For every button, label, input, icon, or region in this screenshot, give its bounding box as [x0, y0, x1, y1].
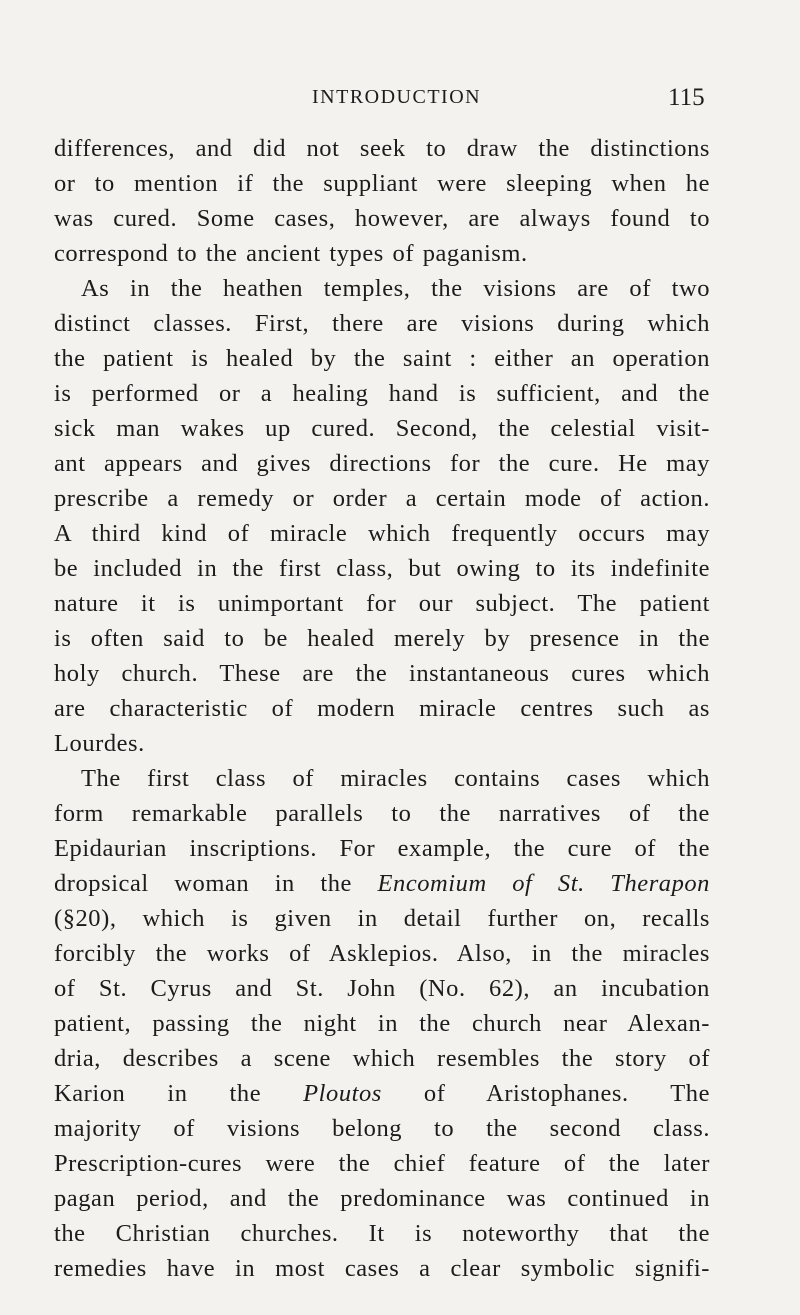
text-line [54, 271, 710, 306]
text-line [54, 306, 710, 341]
text-line [54, 726, 710, 761]
text-segment: prescribe a remedy or order a certain mode of action. [54, 485, 710, 512]
text-line [54, 1041, 710, 1076]
text-line [54, 446, 710, 481]
text-line [54, 1076, 710, 1111]
body-text [54, 131, 710, 1286]
text-line [54, 201, 710, 236]
text-segment: pagan period, and the predominance was continued in [54, 1185, 710, 1212]
text-line [54, 866, 710, 901]
text-segment: of Aristophanes. The [381, 1080, 710, 1107]
text-segment: forcibly the works of Asklepios. Also, in the miracles [54, 940, 710, 967]
text-line [54, 936, 710, 971]
text-line [54, 586, 710, 621]
text-segment: As in the heathen temples, the visions are of two [81, 275, 710, 302]
text-segment: differences, and did not seek to draw the distinctions [54, 135, 710, 162]
text-line [54, 656, 710, 691]
text-line [54, 1006, 710, 1041]
text-line [54, 901, 710, 936]
text-segment: was cured. Some cases, however, are always found to [54, 205, 710, 232]
italic-title: Encomium of St. Therapon [377, 870, 710, 897]
text-segment: (§20), which is given in detail further on, recalls [54, 905, 710, 932]
text-segment: the Christian churches. It is noteworthy that the [54, 1220, 710, 1247]
page-header [0, 84, 800, 114]
text-segment: remedies have in most cases a clear symbolic signifi- [54, 1255, 710, 1282]
text-line [54, 551, 710, 586]
text-segment: are characteristic of modern miracle centres such as [54, 695, 710, 722]
text-segment: sick man wakes up cured. Second, the celestial visit- [54, 415, 710, 442]
text-line [54, 376, 710, 411]
text-segment: majority of visions belong to the second class. [54, 1115, 710, 1142]
text-line [54, 1181, 710, 1216]
running-head: INTRODUCTION [312, 86, 482, 108]
text-line [54, 796, 710, 831]
text-line [54, 1216, 710, 1251]
text-segment: form remarkable parallels to the narratives of the [54, 800, 710, 827]
text-segment: correspond to the ancient types of paganism. [54, 240, 528, 267]
text-segment: be included in the first class, but owing to its indefinite [54, 555, 710, 582]
text-line [54, 691, 710, 726]
text-line [54, 131, 710, 166]
text-segment: Epidaurian inscriptions. For example, the cure of the [54, 835, 710, 862]
text-segment: nature it is unimportant for our subject. The patient [54, 590, 710, 617]
text-segment: A third kind of miracle which frequently occurs may [54, 520, 710, 547]
page-number: 115 [668, 84, 705, 111]
text-segment: or to mention if the suppliant were sleeping when he [54, 170, 710, 197]
text-segment: is performed or a healing hand is sufficient, and the [54, 380, 710, 407]
text-line [54, 761, 710, 796]
text-segment: Prescription-cures were the chief feature of the later [54, 1150, 710, 1177]
text-segment: patient, passing the night in the church near Alexan- [54, 1010, 710, 1037]
text-segment: the patient is healed by the saint : either an operation [54, 345, 710, 372]
text-line [54, 411, 710, 446]
text-line [54, 971, 710, 1006]
text-line [54, 1146, 710, 1181]
text-segment: distinct classes. First, there are visions during which [54, 310, 710, 337]
text-line [54, 1251, 710, 1286]
text-line [54, 341, 710, 376]
text-segment: of St. Cyrus and St. John (No. 62), an incubation [54, 975, 710, 1002]
text-line [54, 621, 710, 656]
text-line [54, 236, 710, 271]
text-segment: Karion in the [54, 1080, 304, 1107]
text-segment: is often said to be healed merely by presence in the [54, 625, 710, 652]
text-line [54, 481, 710, 516]
text-segment: Lourdes. [54, 730, 145, 757]
text-line [54, 831, 710, 866]
text-segment: The first class of miracles contains cases which [81, 765, 710, 792]
text-line [54, 166, 710, 201]
text-segment: dropsical woman in the [54, 870, 378, 897]
text-line [54, 516, 710, 551]
text-segment: holy church. These are the instantaneous cures which [54, 660, 710, 687]
italic-title: Ploutos [303, 1080, 382, 1107]
text-segment: ant appears and gives directions for the cure. He may [54, 450, 710, 477]
text-line [54, 1111, 710, 1146]
text-segment: dria, describes a scene which resembles the story of [54, 1045, 710, 1072]
